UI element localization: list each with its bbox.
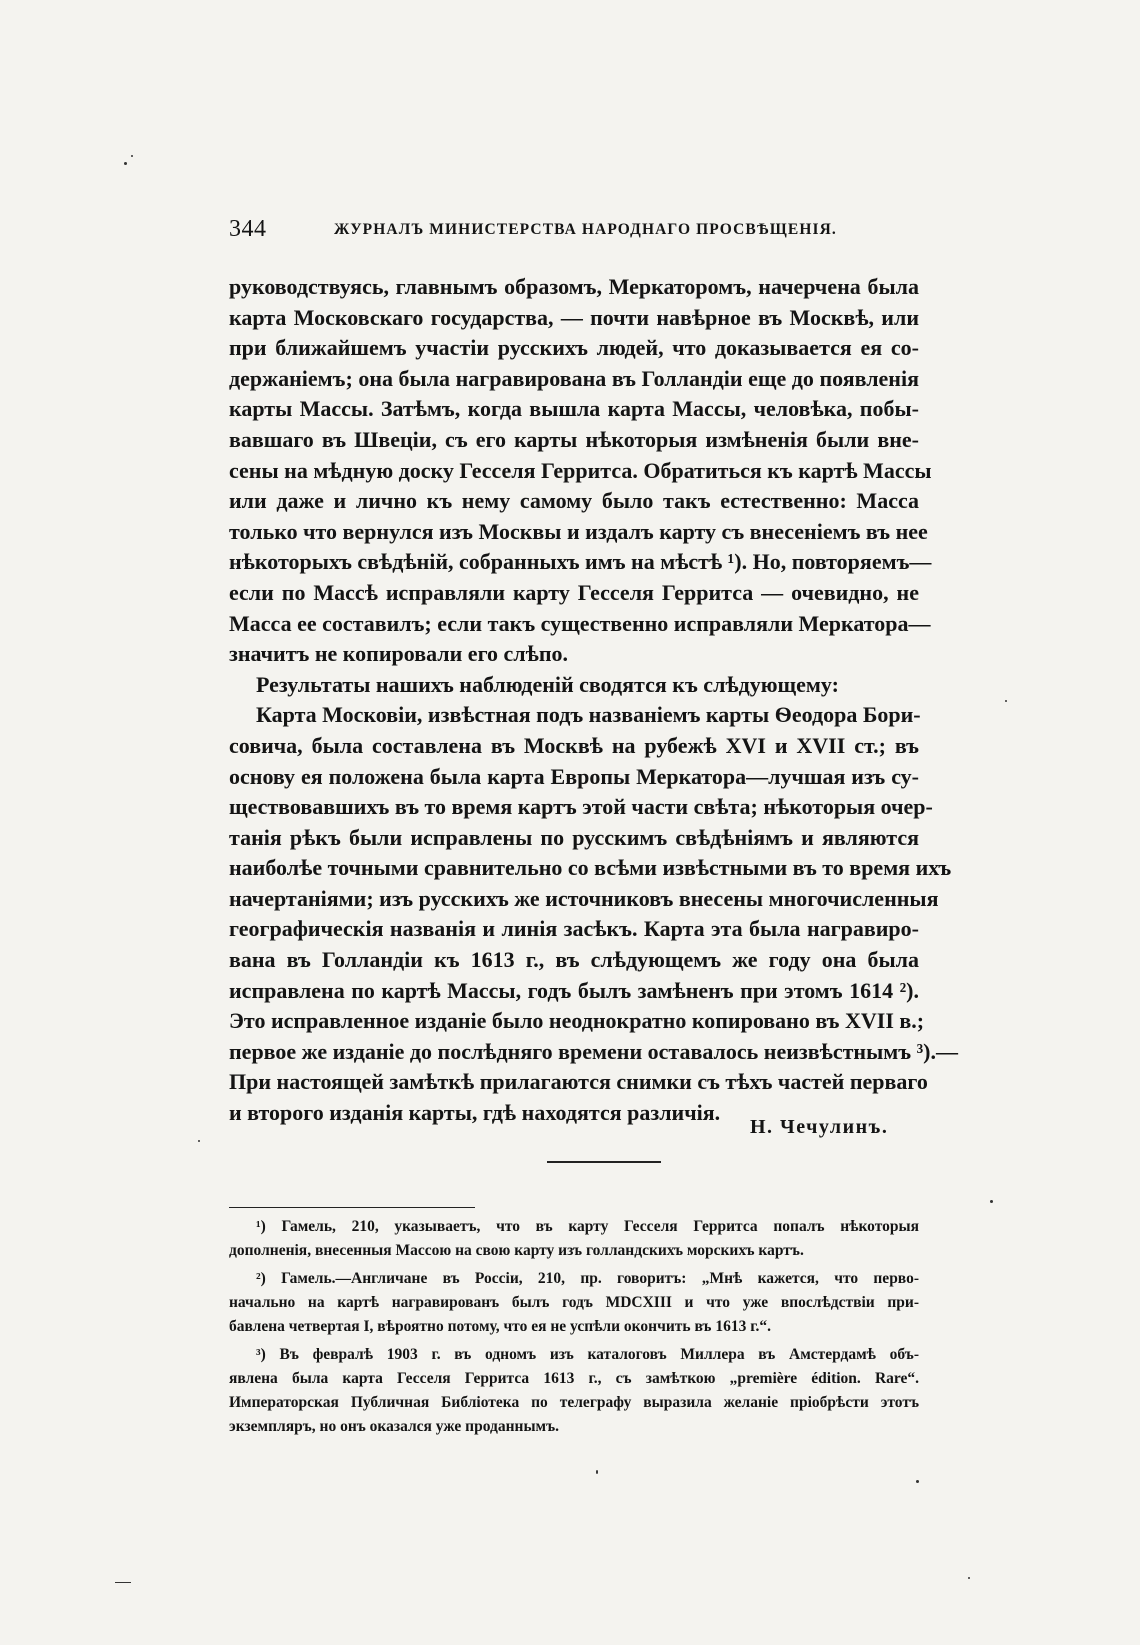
footnote-line: ²) Гамель.—Англичане въ Россіи, 210, пр. говоритъ: „Мнѣ кажется, что перво- bbox=[256, 1270, 919, 1287]
running-title: ЖУРНАЛЪ МИНИСТЕРСТВА НАРОДНАГО ПРОСВѢЩЕНІЯ. bbox=[334, 221, 837, 238]
footnote-line: начально на картѣ награвированъ былъ годъ MDCXIII и что уже впослѣдствіи при- bbox=[229, 1294, 919, 1311]
text-line: первое же изданіе до послѣдняго времени оставалось неизвѣстнымъ ³).— bbox=[229, 1038, 958, 1064]
text-line: совича, была составлена въ Москвѣ на рубежѣ XVI и XVII ст.; въ bbox=[229, 732, 920, 758]
footnote-line: бавлена четвертая I, вѣроятно потому, что ея не успѣли окончить въ 1613 г.“. bbox=[229, 1318, 772, 1335]
text-line: вавшаго въ Швеціи, съ его карты нѣкоторыя измѣненія были вне- bbox=[229, 426, 919, 452]
text-line: вана въ Голландіи къ 1613 г., въ слѣдующемъ же году она была bbox=[229, 947, 919, 973]
scan-speck bbox=[968, 1577, 970, 1579]
text-line: При настоящей замѣткѣ прилагаются снимки съ тѣхъ частей перваго bbox=[229, 1069, 928, 1095]
scan-speck bbox=[124, 162, 127, 165]
text-line: исправлена по картѣ Массы, годъ былъ замѣненъ при этомъ 1614 ²). bbox=[229, 977, 919, 1003]
footnote-2 bbox=[229, 1267, 919, 1339]
text-line: или даже и лично къ нему самому было такъ естественно: Масса bbox=[229, 488, 919, 514]
text-line: руководствуясь, главнымъ образомъ, Меркаторомъ, начерчена была bbox=[229, 274, 919, 299]
text-line: нѣкоторыхъ свѣдѣній, собранныхъ имъ на мѣстѣ ¹). Но, повторяемъ— bbox=[229, 549, 932, 575]
text-line: наиболѣе точными сравнительно со всѣми извѣстными въ то время ихъ bbox=[229, 855, 952, 881]
body-text bbox=[229, 272, 958, 1129]
author-signature: Н. Чечулинъ. bbox=[750, 1116, 889, 1138]
footnote-3 bbox=[229, 1343, 919, 1439]
text-line: держаніемъ; она была награвирована въ Голландіи еще до появленія bbox=[229, 365, 919, 391]
scan-speck bbox=[198, 1140, 200, 1142]
text-line: если по Массѣ исправляли карту Гесселя Герритса — очевидно, не bbox=[229, 579, 919, 605]
footnotes bbox=[229, 1215, 919, 1439]
scan-speck bbox=[990, 1200, 993, 1203]
text-line: танія рѣкъ были исправлены по русскимъ свѣдѣніямъ и являются bbox=[229, 824, 919, 850]
footnote-rule bbox=[229, 1207, 475, 1208]
text-line: Результаты нашихъ наблюденій сводятся къ слѣдующему: bbox=[256, 671, 839, 697]
page-number: 344 bbox=[229, 216, 267, 242]
scan-speck bbox=[1005, 700, 1007, 702]
text-line: географическія названія и линія засѣкъ. Карта эта была награвиро- bbox=[229, 916, 919, 942]
text-line: основу ея положена была карта Европы Меркатора—лучшая изъ су- bbox=[229, 763, 919, 789]
text-line: Карта Московіи, извѣстная подъ названіемъ карты Ѳеодора Бори- bbox=[256, 702, 921, 728]
footnote-line: Императорская Публичная Библіотека по телеграфу выразила желаніе пріобрѣсти этотъ bbox=[229, 1394, 919, 1411]
scan-speck bbox=[916, 1480, 919, 1483]
footnote-line: явлена была карта Гесселя Герритса 1613 г., съ замѣткою „première édition. Rare“. bbox=[229, 1370, 919, 1387]
page-header bbox=[229, 216, 919, 246]
footnote-line: ¹) Гамель, 210, указываетъ, что въ карту Гесселя Герритса попалъ нѣкоторыя bbox=[256, 1218, 919, 1235]
section-separator bbox=[547, 1161, 661, 1163]
text-line: карта Московскаго государства, — почти навѣрное въ Москвѣ, или bbox=[229, 304, 919, 330]
text-line: карты Массы. Затѣмъ, когда вышла карта Массы, человѣка, побы- bbox=[229, 396, 919, 422]
text-line: сены на мѣдную доску Гесселя Герритса. Обратиться къ картѣ Массы bbox=[229, 457, 932, 483]
footnote-line: экземпляръ, но онъ оказался уже проданнымъ. bbox=[229, 1418, 560, 1435]
text-line: и второго изданія карты, гдѣ находятся различія. bbox=[229, 1100, 721, 1126]
scan-speck bbox=[115, 1582, 131, 1583]
text-line: Это исправленное изданіе было неоднократно копировано въ XVII в.; bbox=[229, 1008, 925, 1034]
text-line: значитъ не копировали его слѣпо. bbox=[229, 641, 569, 667]
text-line: при ближайшемъ участіи русскихъ людей, что доказывается ея со- bbox=[229, 335, 919, 361]
footnote-1 bbox=[229, 1215, 919, 1263]
text-line: только что вернулся изъ Москвы и издалъ карту съ внесеніемъ въ нее bbox=[229, 518, 928, 544]
scan-speck bbox=[596, 1470, 598, 1474]
text-line: ществовавшихъ въ то время картъ этой части свѣта; нѣкоторыя очер- bbox=[229, 794, 933, 820]
text-line: Масса ее составилъ; если такъ существенно исправляли Меркатора— bbox=[229, 610, 931, 636]
scan-speck bbox=[131, 155, 133, 157]
footnote-line: ³) Въ февралѣ 1903 г. въ одномъ изъ каталоговъ Миллера въ Амстердамѣ объ- bbox=[256, 1346, 919, 1363]
footnote-line: дополненія, внесенныя Массою на свою карту изъ голландскихъ морскихъ картъ. bbox=[229, 1242, 804, 1259]
text-line: начертаніями; изъ русскихъ же источниковъ внесены многочисленныя bbox=[229, 885, 939, 911]
